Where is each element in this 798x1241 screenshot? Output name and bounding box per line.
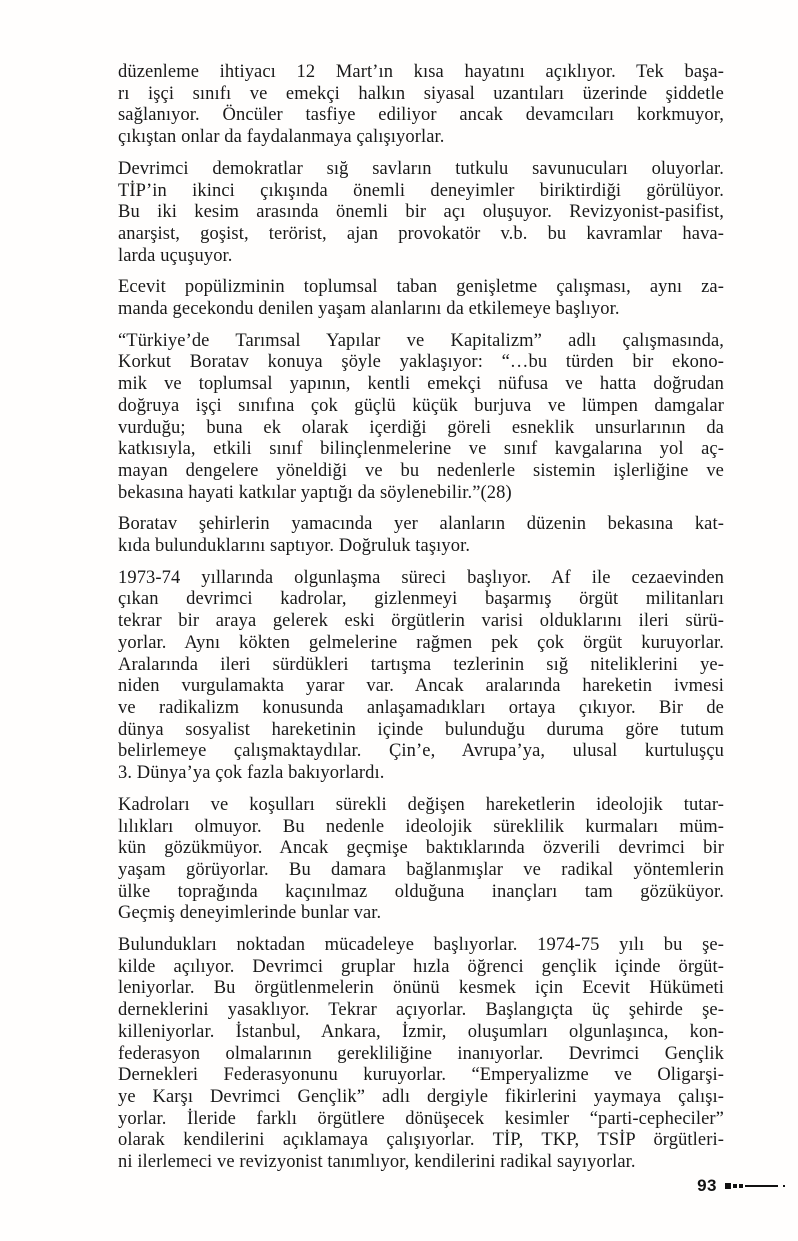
text-line: Bu iki kesim arasında önemli bir açı oluşuyor. Revizyonist-pasifist, xyxy=(118,202,724,223)
text-line: killeniyorlar. İstanbul, Ankara, İzmir, oluşumları olgunlaşınca, kon- xyxy=(118,1021,724,1042)
text-line: ye Karşı Devrimci Gençlik” adlı dergiyle fikirlerini yaymaya çalışı- xyxy=(118,1086,724,1107)
text-line: çıkıştan onlar da faydalanmaya çalışıyorlar. xyxy=(118,127,445,148)
text-line: Geçmiş deneyimlerinde bunlar var. xyxy=(118,903,382,924)
text-line: kıda bulunduklarını saptıyor. Doğruluk taşıyor. xyxy=(118,536,471,557)
text-line: Dernekleri Federasyonunu kuruyorlar. “Emperyalizme ve Oligarşi- xyxy=(118,1065,724,1086)
text-line: TİP’in ikinci çıkışında önemli deneyimler biriktirdiği görülüyor. xyxy=(118,180,724,201)
text-line: anarşist, goşist, terörist, ajan provokatör v.b. bu kavramlar hava- xyxy=(118,223,724,244)
text-line: kün gözükmüyor. Ancak geçmişe baktıklarında özverili devrimci bir xyxy=(118,838,724,859)
footer-end-dot xyxy=(783,1185,785,1187)
body-text xyxy=(118,62,724,1184)
text-line: yaşam görüyorlar. Bu damara bağlanmışlar ve radikal yöntemlerin xyxy=(118,859,724,880)
text-line: katkısıyla, etkili sınıf bilinçlenmelerine ve sınıf kavgalarına yol aç- xyxy=(118,439,724,460)
paragraph xyxy=(118,331,724,505)
text-line: vurduğu; buna ek olarak içerdiği göreli esneklik unsurlarının da xyxy=(118,417,724,438)
text-line: ni ilerlemeci ve revizyonist tanımlıyor, kendilerini radikal sayıyorlar. xyxy=(118,1152,636,1173)
paragraph xyxy=(118,514,724,557)
text-line: düzenleme ihtiyacı 12 Mart’ın kısa hayatını açıklıyor. Tek başa- xyxy=(118,62,724,82)
square-icon xyxy=(739,1184,743,1188)
text-line: federasyon olmalarının gerekliliğine inanıyorlar. Devrimci Gençlik xyxy=(118,1043,724,1064)
text-line: çıkan devrimci kadrolar, gizlenmeyi başarmış örgüt militanları xyxy=(118,589,724,610)
text-line: larda uçuşuyor. xyxy=(118,245,233,266)
text-line: niden vurgulamakta yarar var. Ancak aralarında hareketin ivmesi xyxy=(118,676,724,697)
paragraph xyxy=(118,568,724,785)
footer-ornament-squares xyxy=(725,1183,743,1189)
text-line: lılıkları olmuyor. Bu nedenle ideolojik süreklilik kurmaları müm- xyxy=(118,816,724,837)
paragraph xyxy=(118,277,724,320)
text-line: 3. Dünya’ya çok fazla bakıyorlardı. xyxy=(118,763,385,784)
text-line: dünya sosyalist hareketinin içinde bulunduğu duruma göre tutum xyxy=(118,719,724,740)
text-line: manda gecekondu denilen yaşam alanlarını da etkilemeye başlıyor. xyxy=(118,299,620,320)
text-line: sağlanıyor. Öncüler tasfiye ediliyor ancak devamcıları korkmuyor, xyxy=(118,105,724,126)
text-line: mik ve toplumsal yapının, kentli emekçi nüfusa ve hatta doğrudan xyxy=(118,374,724,395)
text-line: yorlar. Aynı kökten gelmelerine rağmen pek çok örgüt kuruyorlar. xyxy=(118,632,724,653)
square-icon xyxy=(725,1183,731,1189)
text-line: ve radikalizm konusunda anlaşamadıkları ortaya çıkıyor. Bir de xyxy=(118,697,724,718)
text-line: kilde açılıyor. Devrimci gruplar hızla öğrenci gençlik içinde örgüt- xyxy=(118,956,724,977)
paragraph xyxy=(118,62,724,149)
paragraph xyxy=(118,795,724,925)
text-line: rı işçi sınıfı ve emekçi halkın siyasal uzantıları üzerinde şiddetle xyxy=(118,83,724,104)
text-line: 1973-74 yıllarında olgunlaşma süreci başlıyor. Af ile cezaevinden xyxy=(118,567,724,588)
text-line: doğruya işçi sınıfına çok güçlü küçük burjuva ve lümpen damgalar xyxy=(118,395,724,416)
page-number: 93 xyxy=(697,1176,717,1195)
text-line: Bulundukları noktadan mücadeleye başlıyorlar. 1974-75 yılı bu şe- xyxy=(118,935,724,956)
text-line: Devrimci demokratlar sığ savların tutkulu savunucuları oluyorlar. xyxy=(118,158,724,179)
text-line: tekrar bir araya gelerek eski örgütlerin varisi olduklarını ileri sürü- xyxy=(118,611,724,632)
page-footer xyxy=(697,1176,785,1196)
text-line: yorlar. İleride farklı örgütlere dönüşecek kesimler “parti-cepheciler” xyxy=(118,1108,724,1129)
text-line: belirlemeye çalışmaktaydılar. Çin’e, Avrupa’ya, ulusal kurtuluşçu xyxy=(118,741,724,762)
text-line: Korkut Boratav konuya şöyle yaklaşıyor: “…bu türden bir ekono- xyxy=(118,352,724,373)
footer-rule xyxy=(745,1185,778,1187)
text-line: mayan dengelere yöneldiği ve bu nedenlerle sistemin işlerliğine ve xyxy=(118,460,724,481)
text-line: ülke toprağında kaçınılmaz olduğuna inançları tam gözüküyor. xyxy=(118,881,724,902)
text-line: bekasına hayati katkılar yaptığı da söylenebilir.”(28) xyxy=(118,482,512,503)
text-line: “Türkiye’de Tarımsal Yapılar ve Kapitalizm” adlı çalışmasında, xyxy=(118,330,724,351)
text-line: derneklerini yasaklıyor. Tekrar açıyorlar. Başlangıçta üç şehirde şe- xyxy=(118,1000,724,1021)
paragraph xyxy=(118,159,724,268)
square-icon xyxy=(733,1184,737,1188)
text-line: leniyorlar. Bu örgütlenmelerin önünü kesmek için Ecevit Hükümeti xyxy=(118,978,724,999)
text-line: Aralarında ileri sürdükleri tartışma tezlerinin sığ niteliklerini ye- xyxy=(118,654,724,675)
text-line: olarak kendilerini açıklamaya çalışıyorlar. TİP, TKP, TSİP örgütleri- xyxy=(118,1130,724,1151)
text-line: Ecevit popülizminin toplumsal taban genişletme çalışması, aynı za- xyxy=(118,277,724,298)
text-line: Boratav şehirlerin yamacında yer alanların düzenin bekasına kat- xyxy=(118,514,724,535)
paragraph xyxy=(118,935,724,1174)
text-line: Kadroları ve koşulları sürekli değişen hareketlerin ideolojik tutar- xyxy=(118,794,724,815)
